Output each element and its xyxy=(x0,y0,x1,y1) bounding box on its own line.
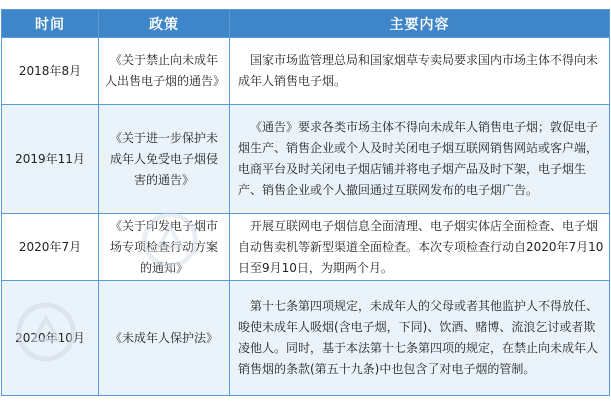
content-cell: 国家市场监管理总局和国家烟草专卖局要求国内市场主体不得向未成年人销售电子烟。 xyxy=(230,38,610,105)
time-cell: 2019年11月 xyxy=(2,105,99,214)
policy-table xyxy=(1,9,610,396)
header-policy: 政策 xyxy=(99,10,230,38)
time-cell: 2018年8月 xyxy=(2,38,99,105)
header-time: 时间 xyxy=(2,10,99,38)
policy-cell: 《未成年人保护法》 xyxy=(99,281,230,396)
header-row xyxy=(2,10,610,38)
header-content: 主要内容 xyxy=(230,10,610,38)
table-row xyxy=(2,214,610,281)
time-cell: 2020年7月 xyxy=(2,214,99,281)
time-cell: 2020年10月 xyxy=(2,281,99,396)
content-cell: 开展互联网电子烟信息全面清理、电子烟实体店全面检查、电子烟自动售卖机等新型渠道全面检查。本次专项检查行动自2020年7月10日至9月10日，为期两个月。 xyxy=(230,214,610,281)
content-cell: 第十七条第四项规定，未成年人的父母或者其他监护人不得放任、唆使未成年人吸烟(含电子烟，下同)、饮酒、赌博、流浪乞讨或者欺凌他人。同时，基于本法第十七条第四项的规定，在禁止向未成年人销售烟的条款(第五十九条)中也包含了对电子烟的管制。 xyxy=(230,281,610,396)
table-body xyxy=(2,38,610,396)
policy-cell: 《关于进一步保护未成年人免受电子烟侵害的通告》 xyxy=(99,105,230,214)
content-cell: 《通告》要求各类市场主体不得向未成年人销售电子烟；敦促电子烟生产、销售企业或个人及时关闭电子烟互联网销售网站或客户端，电商平台及时关闭电子烟店铺并将电子烟产品及时下架，电子烟生产、销售企业或个人撤回通过互联网发布的电子烟广告。 xyxy=(230,105,610,214)
policy-cell: 《关于印发电子烟市场专项检查行动方案的通知》 xyxy=(99,214,230,281)
table-header xyxy=(2,10,610,38)
policy-cell: 《关于禁止向未成年人出售电子烟的通告》 xyxy=(99,38,230,105)
table-row xyxy=(2,38,610,105)
table-row xyxy=(2,105,610,214)
table-row xyxy=(2,281,610,396)
